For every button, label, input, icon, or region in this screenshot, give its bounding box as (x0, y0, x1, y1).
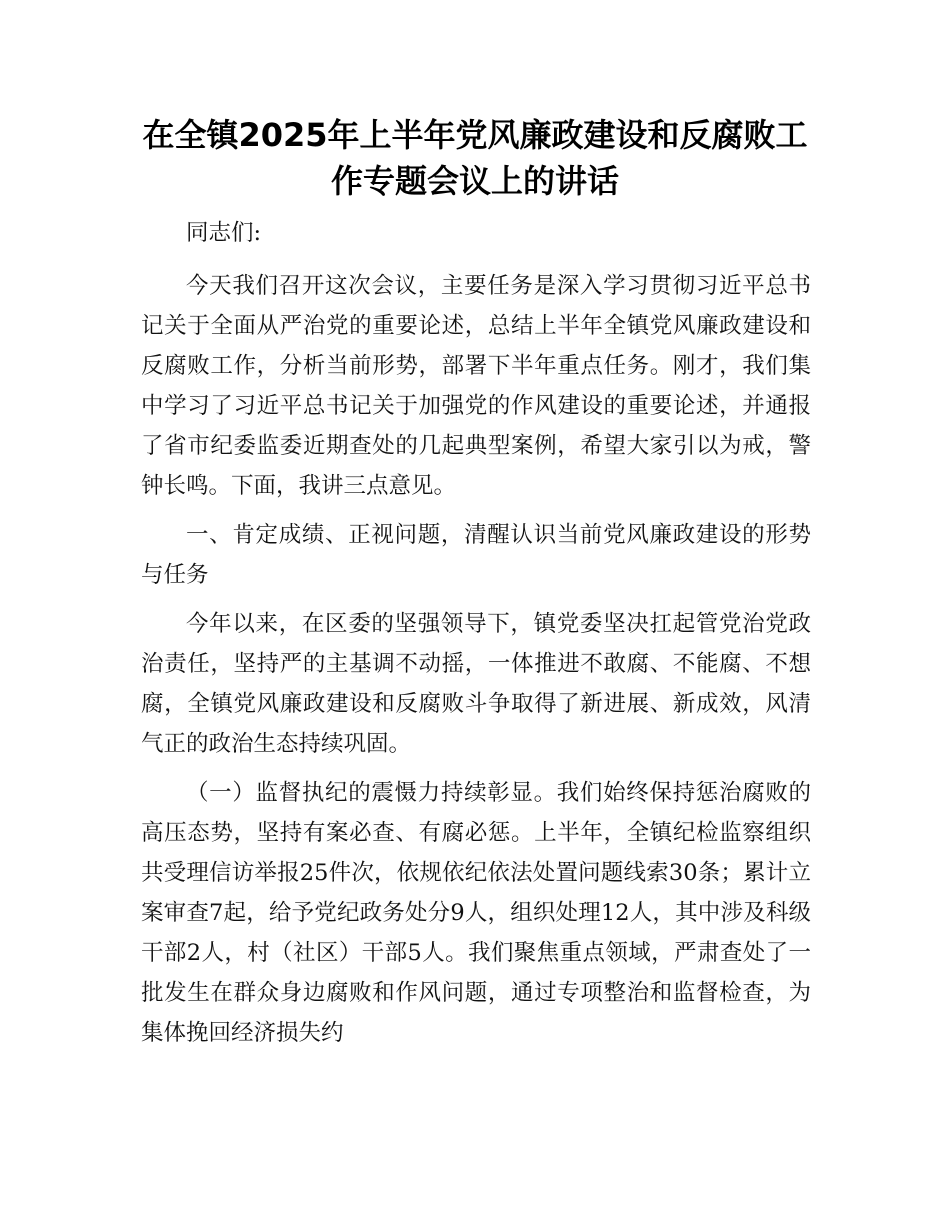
section-heading-1: 一、肯定成绩、正视问题，清醒认识当前党风廉政建设的形势与任务 (141, 522, 811, 588)
paragraph-achievements: 今年以来，在区委的坚强领导下，镇党委坚决扛起管党治党政治责任，坚持严的主基调不动摇，一体推进不敢腐、不能腐、不想腐，全镇党风廉政建设和反腐败斗争取得了新进展、新成效，风清气正的政治生态持续巩固。 (141, 611, 811, 757)
salutation: 同志们: (186, 220, 262, 246)
document-title (100, 112, 850, 204)
title-line-1: 在全镇2025年上半年党风廉政建设和反腐败工 (142, 116, 808, 154)
document-body (141, 213, 811, 1062)
title-line-2: 作专题会议上的讲话 (330, 162, 619, 200)
paragraph-supervision: （一）监督执纪的震慑力持续彰显。我们始终保持惩治腐败的高压态势，坚持有案必查、有腐必惩。上半年，全镇纪检监察组织共受理信访举报25件次，依规依纪依法处置问题线索30条；累计立案审查7起，给予党纪政务处分9人，组织处理12人，其中涉及科级干部2人，村（社区）干部5人。我们聚焦重点领域，严肃查处了一批发生在群众身边腐败和作风问题，通过专项整治和监督检查，为集体挽回经济损失约 (141, 780, 811, 1046)
paragraph-intro: 今天我们召开这次会议，主要任务是深入学习贯彻习近平总书记关于全面从严治党的重要论述，总结上半年全镇党风廉政建设和反腐败工作，分析当前形势，部署下半年重点任务。刚才，我们集中学习了习近平总书记关于加强党的作风建设的重要论述，并通报了省市纪委监委近期查处的几起典型案例，希望大家引以为戒，警钟长鸣。下面，我讲三点意见。 (141, 273, 811, 499)
